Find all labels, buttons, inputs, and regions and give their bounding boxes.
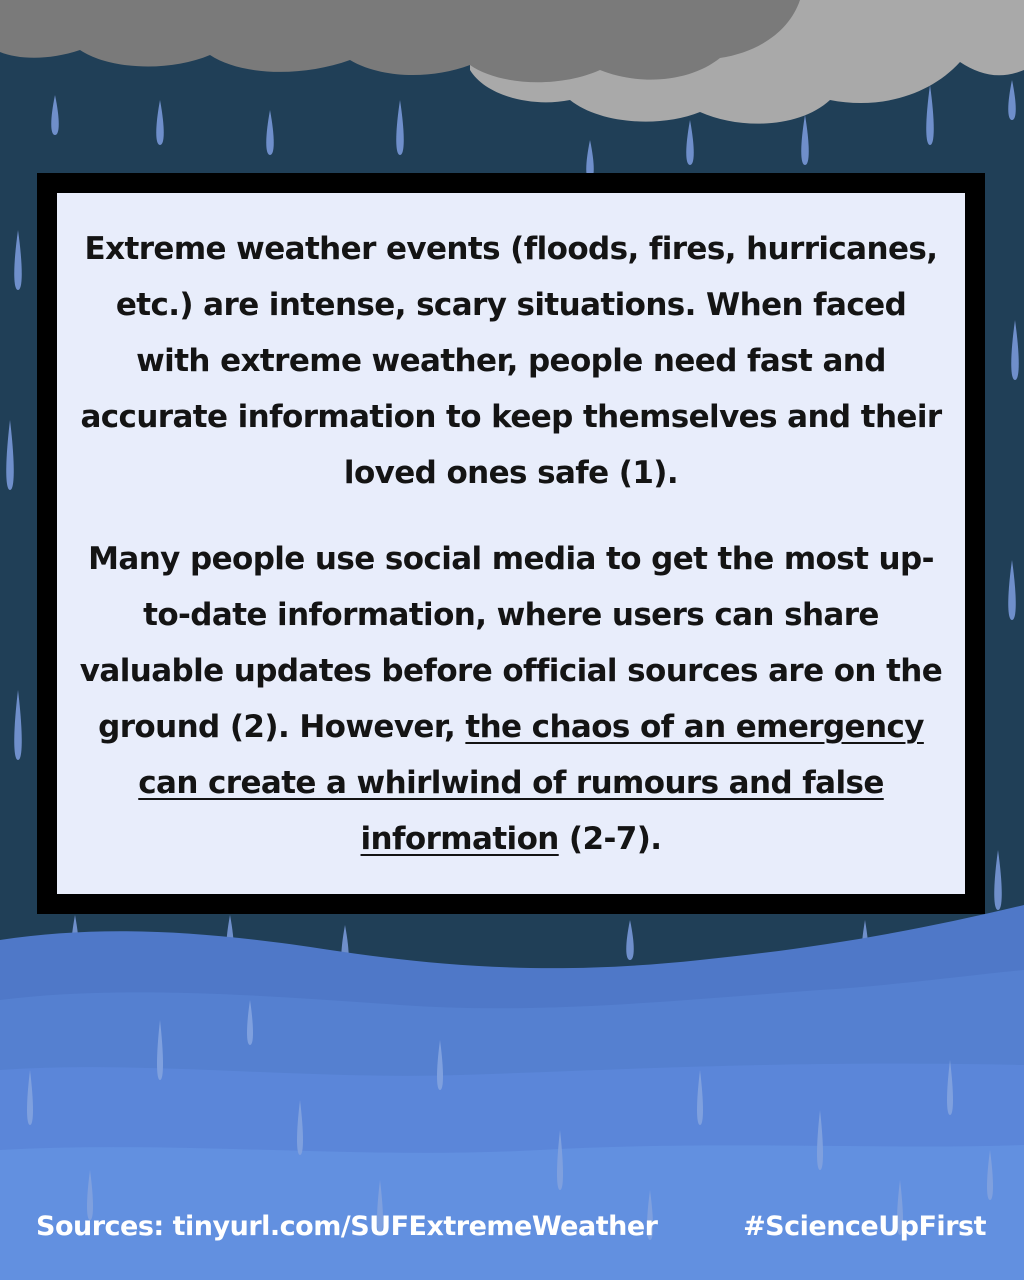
hashtag: #ScienceUpFirst (743, 1211, 986, 1242)
sources-link[interactable]: Sources: tinyurl.com/SUFExtremeWeather (36, 1211, 658, 1242)
info-card (37, 173, 985, 914)
paragraph-2-text: Many people use social media to get the most up-to-date information, where users can share valuable updates before official sources are on the ground (2). However, (79, 540, 943, 745)
paragraph-2 (79, 531, 943, 867)
info-card-body (57, 193, 965, 894)
paragraph-2-citation: (2-7). (558, 820, 662, 857)
paragraph-1: Extreme weather events (floods, fires, hurricanes, etc.) are intense, scary situations. When faced with extreme weather, people need fast and accurate information to keep themselves and their loved ones safe (1). (80, 230, 942, 491)
paragraph-2-underlined: the chaos of an emergency can create a whirlwind of rumours and false information (138, 708, 924, 857)
